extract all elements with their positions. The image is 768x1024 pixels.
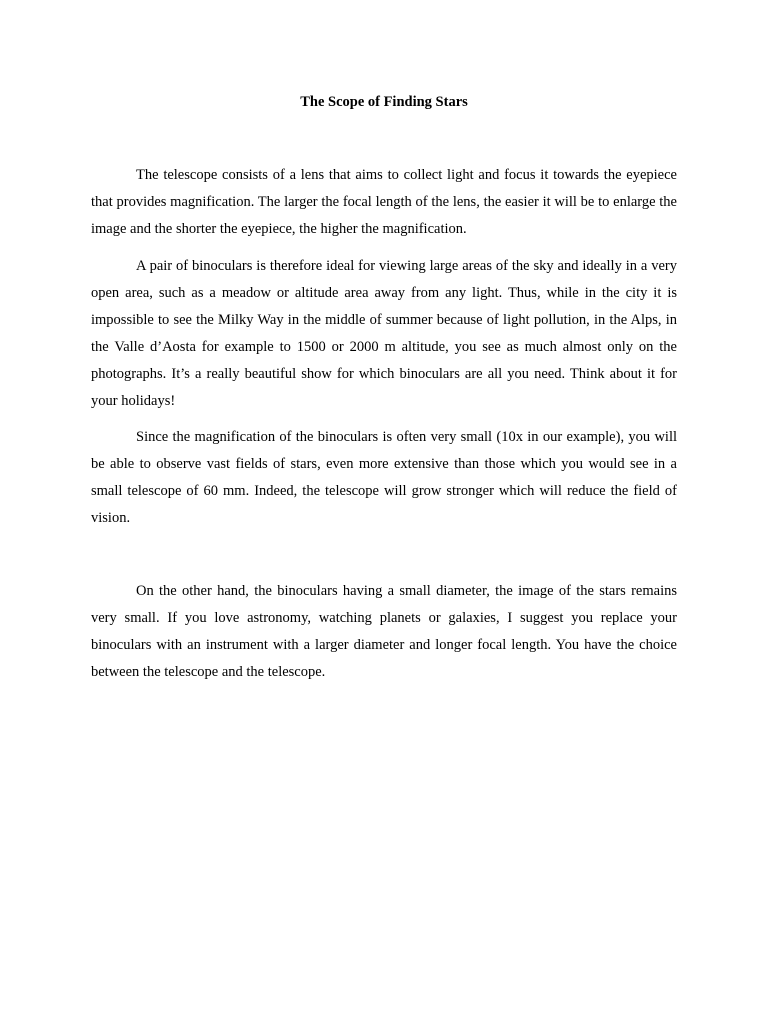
- paragraph-magnification: Since the magnification of the binoculars is often very small (10x in our example), you will be able to observe vast fields of stars, even more extensive than those which you would see in a small telescope of 60 mm. Indeed, the telescope will grow stronger which will reduce the field of vision.: [91, 429, 677, 526]
- document-title: The Scope of Finding Stars: [300, 94, 468, 110]
- paragraph-binoculars-sky: A pair of binoculars is therefore ideal for viewing large areas of the sky and ideally in a very open area, such as a meadow or altitude area away from any light. Thus, while in the city it is impossible to see the Milky Way in the middle of summer because of light pollution, in the Alps, in the Valle d’Aosta for example to 1500 or 2000 m altitude, you see as much almost only on the photographs. It’s a really beautiful show for which binoculars are all you need. Think about it for your holidays!: [91, 258, 677, 409]
- paragraph-small-diameter: On the other hand, the binoculars having a small diameter, the image of the stars remains very small. If you love astronomy, watching planets or galaxies, I suggest you replace your binoculars with an instrument with a larger diameter and longer focal length. You have the choice between the telescope and the telescope.: [91, 583, 677, 680]
- paragraph-telescope-lens: The telescope consists of a lens that aims to collect light and focus it towards the eyepiece that provides magnification. The larger the focal length of the lens, the easier it will be to enlarge the image and the shorter the eyepiece, the higher the magnification.: [91, 167, 677, 237]
